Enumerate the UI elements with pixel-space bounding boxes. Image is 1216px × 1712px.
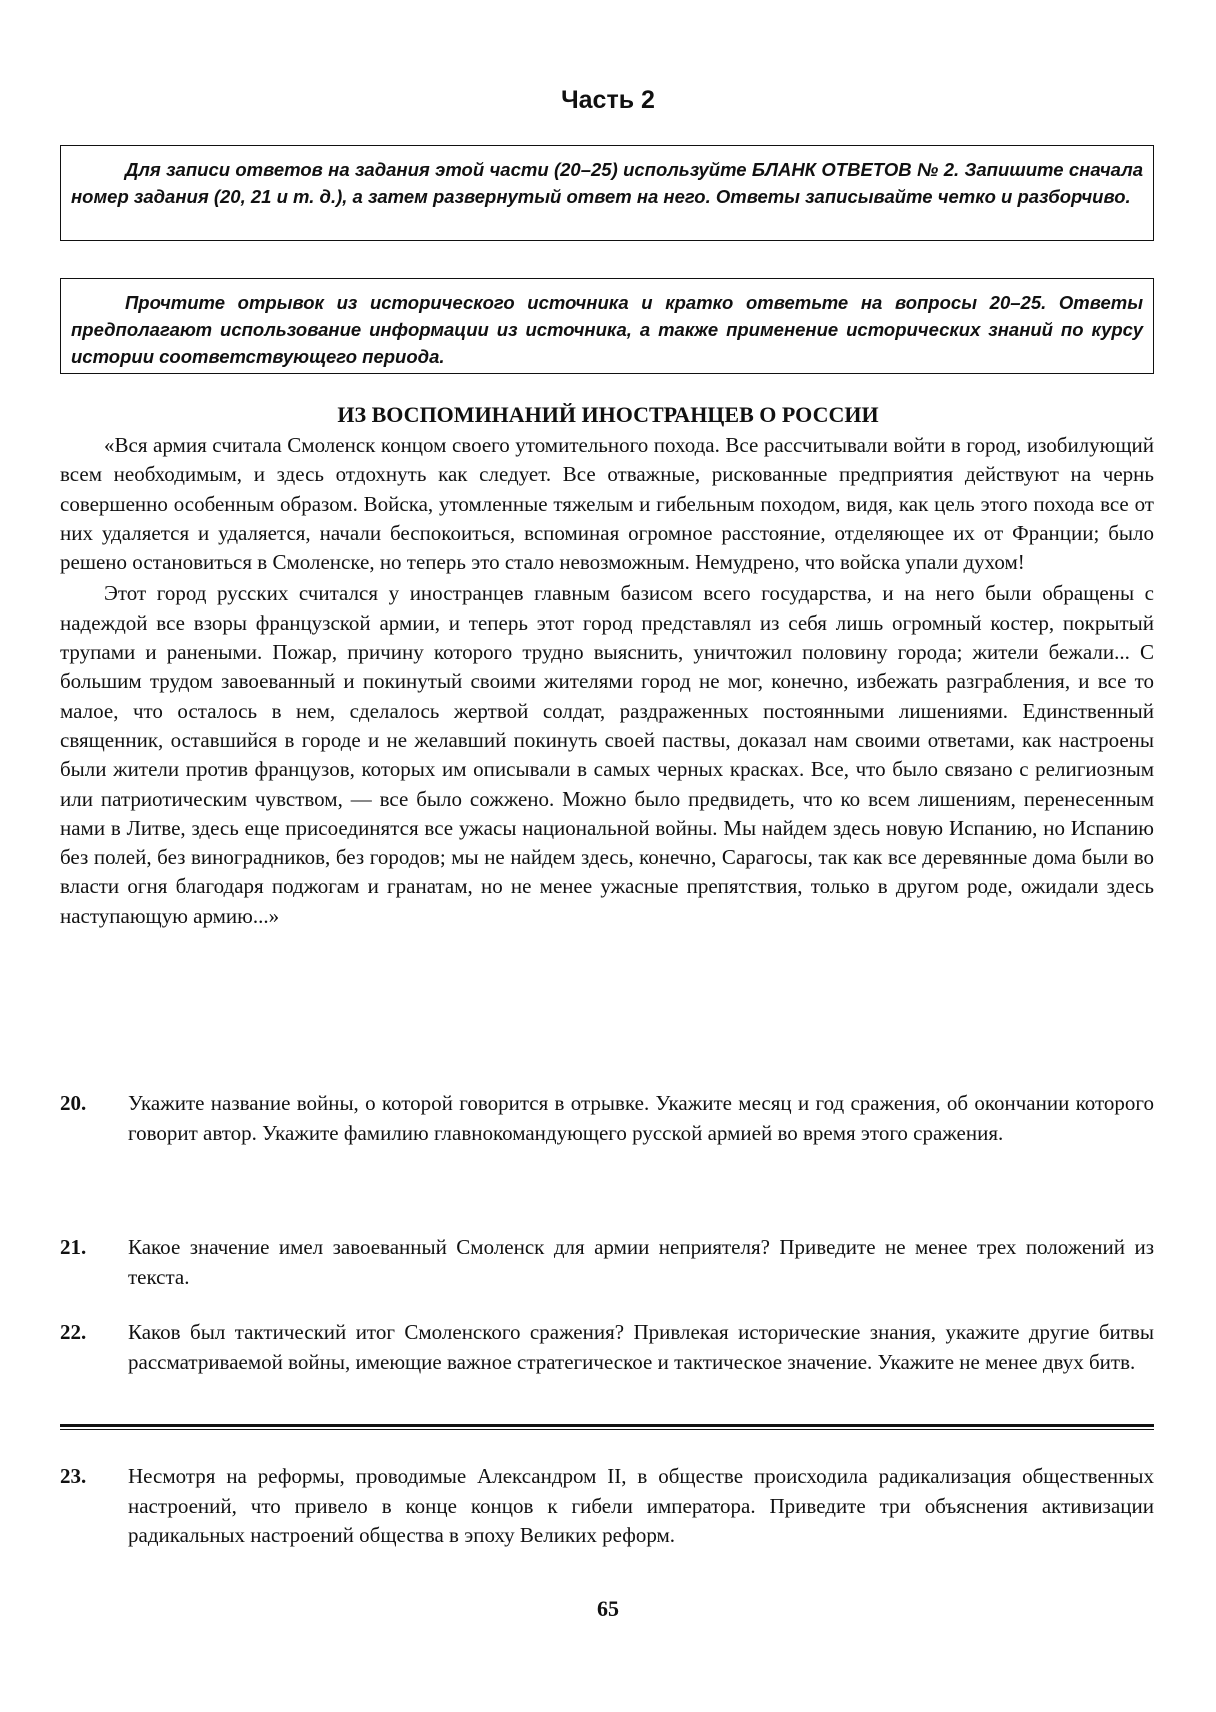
- task-22: [60, 1318, 1154, 1377]
- source-paragraph: Этот город русских считался у иностранцев главным базисом всего государства, и на него были обращены с надеждой все взоры французской армии, и теперь этот город представлял из себя лишь огромный костер, покрытый трупами и ранеными. Пожар, причину которого трудно выяснить, уничтожил половину города; жители бежали... С большим трудом завоеванный и покинутый своими жителями город не мог, конечно, избежать разграбления, и все то малое, что осталось в нем, сделалось жертвой солдат, раздраженных постоянными лишениями. Единственный священник, оставшийся в городе и не желавший покинуть своей паствы, доказал нам своими ответами, как настроены были жители против французов, которых им описывали в самых черных красках. Все, что было связано с религиозным или патриотическим чувством, — все было сожжено. Можно было предвидеть, что ко всем лишениям, перенесенным нами в Литве, здесь еще присоединятся все ужасы национальной войны. Мы найдем здесь новую Испанию, но Испанию без полей, без виноградников, без городов; мы не найдем здесь, конечно, Сарагосы, так как все деревянные дома были во власти огня благодаря поджогам и гранатам, но не менее ужасные препятствия, только в другом роде, ожидали здесь наступающую армию...»: [60, 581, 1154, 928]
- task-20: [60, 1089, 1154, 1148]
- section-divider: [60, 1424, 1154, 1430]
- task-text: Несмотря на реформы, проводимые Александром II, в обществе происходила радикализация общественных настроений, что привело в конце концов к гибели императора. Приведите три объяснения активизации радикальных настроений общества в эпоху Великих реформ.: [128, 1464, 1154, 1547]
- task-text: Каков был тактический итог Смоленского сражения? Привлекая исторические знания, укажите другие битвы рассматриваемой войны, имеющие важное стратегическое и тактическое значение. Укажите не менее двух битв.: [128, 1320, 1154, 1374]
- task-23: [60, 1462, 1154, 1551]
- reading-instructions-box: Прочтите отрывок из исторического источника и кратко ответьте на вопросы 20–25. Ответы предполагают использование информации из источника, а также применение исторических знаний по курсу истории соответствующего периода.: [60, 278, 1154, 374]
- task-number: 20.: [60, 1091, 87, 1115]
- task-number: 23.: [60, 1464, 87, 1488]
- task-21: [60, 1233, 1154, 1292]
- task-number: 22.: [60, 1320, 87, 1344]
- part-title: Часть 2: [561, 86, 655, 114]
- task-number: 21.: [60, 1235, 87, 1259]
- page-number: 65: [597, 1596, 619, 1621]
- source-excerpt: [60, 431, 1154, 933]
- task-text: Укажите название войны, о которой говорится в отрывке. Укажите месяц и год сражения, об окончании которого говорит автор. Укажите фамилию главнокомандующего русской армией во время этого сражения.: [128, 1091, 1154, 1145]
- task-text: Какое значение имел завоеванный Смоленск для армии неприятеля? Приведите не менее трех положений из текста.: [128, 1235, 1154, 1289]
- source-paragraph: «Вся армия считала Смоленск концом своего утомительного похода. Все рассчитывали войти в город, изобилующий всем необходимым, и здесь отдохнуть как следует. Все отважные, рискованные предприятия действуют на чернь совершенно особенным образом. Войска, утомленные тяжелым и гибельным походом, видя, как цель этого похода все от них удаляется и удаляется, начали беспокоиться, вспоминая огромное расстояние, отделяющее их от Франции; было решено остановиться в Смоленске, но теперь это стало невозможным. Немудрено, что войска упали духом!: [60, 433, 1154, 575]
- answer-instructions-box: Для записи ответов на задания этой части (20–25) используйте БЛАНК ОТВЕТОВ № 2. Запишите сначала номер задания (20, 21 и т. д.), а затем развернутый ответ на него. Ответы записывайте четко и разборчиво.: [60, 145, 1154, 241]
- source-title: ИЗ ВОСПОМИНАНИЙ ИНОСТРАНЦЕВ О РОССИИ: [337, 402, 879, 427]
